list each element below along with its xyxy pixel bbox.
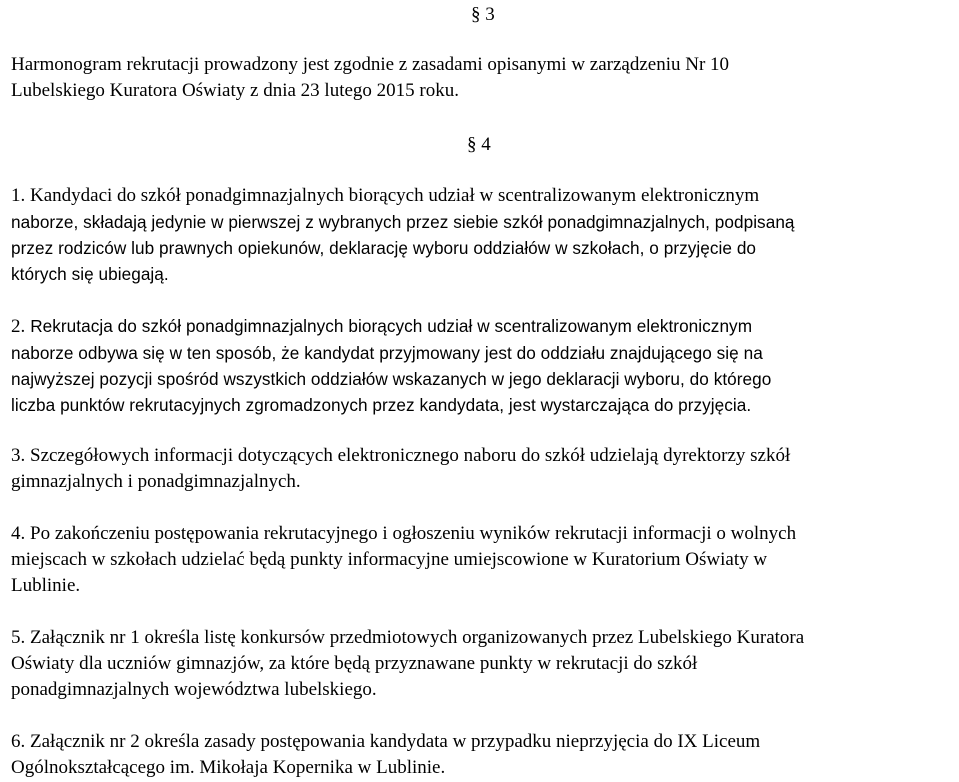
item-6-paragraph xyxy=(11,729,955,781)
item-1-paragraph xyxy=(11,183,955,287)
intro-paragraph xyxy=(11,52,955,104)
item-6-line: Ogólnokształcącego im. Mikołaja Kopernika w Lublinie. xyxy=(11,757,446,778)
item-1-line: 1. Kandydaci do szkół ponadgimnazjalnych biorących udział w scentralizowanym elektronicznym xyxy=(11,185,760,206)
item-5-line: ponadgimnazjalnych województwa lubelskiego. xyxy=(11,679,377,700)
item-4-paragraph xyxy=(11,521,955,599)
item-2-line: najwyższej pozycji spośród wszystkich oddziałów wskazanych w jego deklaracji wyboru, do którego xyxy=(11,369,772,389)
item-4-line: 4. Po zakończeniu postępowania rekrutacyjnego i ogłoszeniu wyników rekrutacji informacji o wolnych xyxy=(11,523,797,544)
item-3-paragraph xyxy=(11,443,955,495)
item-4-line: Lublinie. xyxy=(11,575,81,596)
item-2-line-text: Rekrutacja do szkół ponadgimnazjalnych biorących udział w scentralizowanym elektronicznym xyxy=(30,316,753,336)
item-4-line: miejscach w szkołach udzielać będą punkty informacyjne umiejscowione w Kuratorium Oświaty w xyxy=(11,549,768,570)
item-1-line: których się ubiegają. xyxy=(11,264,169,284)
item-6-line: 6. Załącznik nr 2 określa zasady postępowania kandydata w przypadku nieprzyjęcia do IX Liceum xyxy=(11,731,761,752)
item-2-line: liczba punktów rekrutacyjnych zgromadzonych przez kandydata, jest wystarczająca do przyjęcia. xyxy=(11,395,752,415)
item-2-line: naborze odbywa się w ten sposób, że kandydat przyjmowany jest do oddziału znajdującego się na xyxy=(11,343,763,363)
item-1-line: przez rodziców lub prawnych opiekunów, deklarację wyboru oddziałów w szkołach, o przyjęcie do xyxy=(11,238,757,258)
item-3-line: 3. Szczegółowych informacji dotyczących elektronicznego naboru do szkół udzielają dyrektorzy szkół xyxy=(11,445,791,466)
item-2-paragraph xyxy=(11,313,955,418)
item-2-number: 2. xyxy=(11,316,26,337)
item-3-line: gimnazjalnych i ponadgimnazjalnych. xyxy=(11,471,301,492)
item-2-line-first xyxy=(11,313,955,340)
item-5-line: Oświaty dla uczniów gimnazjów, za które będą przyznawane punkty w rekrutacji do szkół xyxy=(11,653,698,674)
intro-line: Harmonogram rekrutacji prowadzony jest zgodnie z zasadami opisanymi w zarządzeniu Nr 10 xyxy=(11,54,730,75)
section-3-heading: § 3 xyxy=(471,4,495,25)
intro-line: Lubelskiego Kuratora Oświaty z dnia 23 lutego 2015 roku. xyxy=(11,80,459,101)
item-5-paragraph xyxy=(11,625,955,703)
item-1-line: naborze, składają jedynie w pierwszej z wybranych przez siebie szkół ponadgimnazjalnych, podpisaną xyxy=(11,212,795,232)
item-5-line: 5. Załącznik nr 1 określa listę konkursów przedmiotowych organizowanych przez Lubelskiego Kuratora xyxy=(11,627,805,648)
section-4-heading: § 4 xyxy=(467,134,491,155)
